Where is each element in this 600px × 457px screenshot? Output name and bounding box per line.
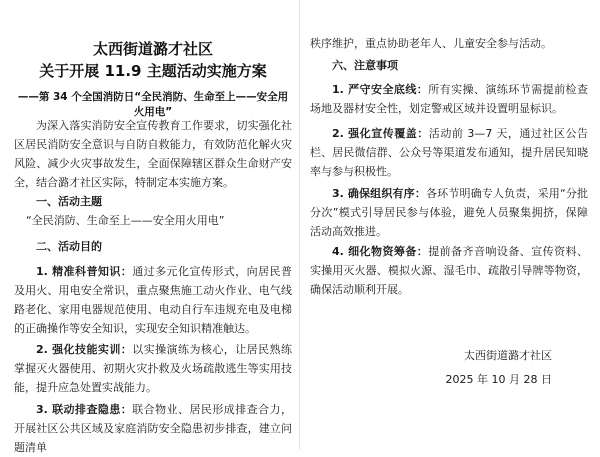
signature-date: 2025 年 10 月 28 日 [445, 373, 552, 386]
page-divider [299, 0, 300, 450]
note-item [310, 242, 588, 299]
note-item [310, 124, 588, 181]
org-title: 太西街道潞才社区 [92, 40, 213, 58]
goal-item [14, 262, 292, 338]
goal-item [14, 340, 292, 397]
goal-label: 1. 精准科普知识： [36, 265, 133, 278]
left-page [14, 0, 292, 454]
right-page [310, 0, 588, 450]
signature-org: 太西街道潞才社区 [464, 349, 552, 362]
note-text: 活动前 3—7 天，通过社区公告栏、居民微信群、公众号等渠道发布通知，提升居民知晓率与参与积极性。 [310, 127, 588, 178]
note-label: 1. 严守安全底线： [332, 83, 429, 96]
note-text: 提前备齐音响设备、宣传资料、实操用灭火器、模拟火源、湿毛巾、疏散引导牌等物资，确保活动顺利开展。 [310, 245, 588, 296]
continuation-text: 秩序维护，重点协助老年人、儿童安全参与活动。 [310, 37, 552, 50]
note-item [310, 80, 588, 118]
goal-label: 2. 强化技能实训： [36, 343, 133, 356]
note-text: 所有实操、演练环节需提前检查场地及器材安全性，划定警戒区域并设置明显标识。 [310, 83, 588, 115]
section-heading-goals: 二、活动目的 [36, 240, 102, 253]
goal-text: 以实操演练为核心，让居民熟练掌握灭火器使用、初期火灾扑救及火场疏散逃生等实用技能，提升应急处置实战能力。 [14, 343, 292, 394]
note-label: 4. 细化物资筹备： [332, 245, 429, 258]
note-text: 各环节明确专人负责，采用“分批分次”模式引导居民参与体验，避免人员聚集拥挤，保障活动高效推进。 [310, 187, 588, 238]
goal-label: 3. 联动排查隐患： [36, 403, 133, 416]
theme-text: “全民消防、生命至上——安全用火用电” [26, 214, 225, 227]
note-item [310, 184, 588, 241]
goal-text: 通过多元化宣传形式，向居民普及用火、用电安全常识，重点聚焦施工动火作业、电气线路老化、家用电器规范使用、电动自行车违规充电及电梯的正确操作等安全知识，实现安全知识精准触达。 [14, 265, 292, 335]
intro-paragraph: 为深入落实消防安全宣传教育工作要求，切实强化社区居民消防安全意识与自防自救能力，有效防范化解火灾风险、减少火灾事故发生，全面保障辖区群众生命财产安全，结合潞才社区实际，特制定本实施方案。 [14, 119, 292, 189]
note-label: 2. 强化宣传覆盖： [332, 127, 429, 140]
subtitle: ——第 34 个全国消防日“全民消防、生命至上——安全用火用电” [17, 91, 289, 118]
plan-title: 关于开展 11.9 主题活动实施方案 [39, 62, 267, 80]
note-label: 3. 确保组织有序： [332, 187, 426, 200]
section-heading-notes: 六、注意事项 [332, 59, 398, 72]
goal-item [14, 400, 292, 457]
section-heading-theme: 一、活动主题 [36, 195, 102, 208]
goal-text: 联合物业、居民形成排查合力，开展社区公共区域及家庭消防安全隐患初步排查，建立问题清单 [14, 403, 292, 454]
